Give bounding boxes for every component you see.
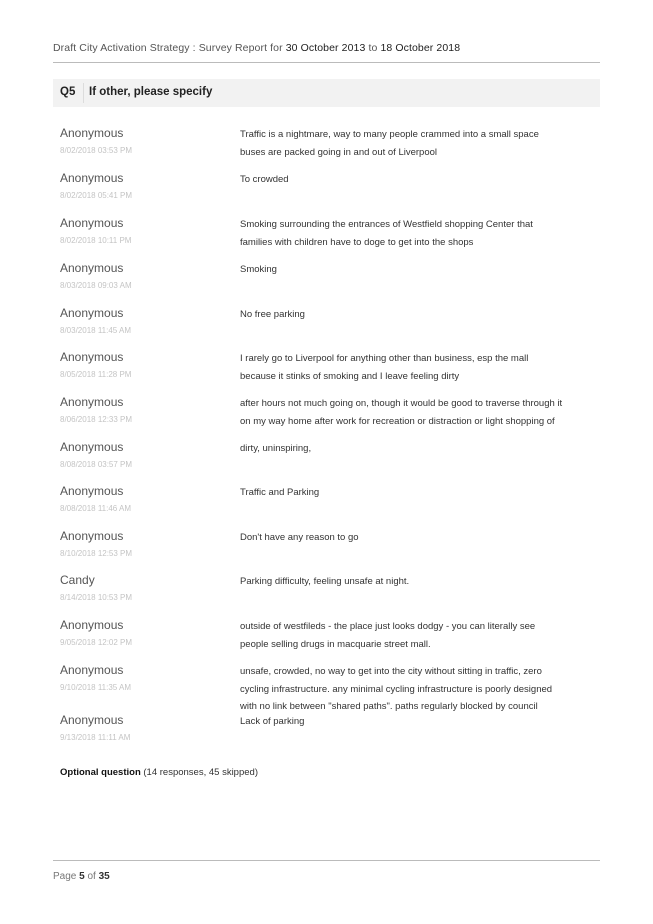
response-text <box>240 171 600 189</box>
response-date: 8/14/2018 10:53 PM <box>60 593 133 602</box>
response-text-line: people selling drugs in macquarie street mall. <box>240 638 431 650</box>
response-date: 8/08/2018 03:57 PM <box>60 460 133 469</box>
response-text-line: Don't have any reason to go <box>240 532 359 543</box>
respondent-name: Anonymous <box>60 171 124 185</box>
response-text-line: with no link between "shared paths". paths regularly blocked by council <box>240 701 538 712</box>
response-text-line: No free parking <box>240 309 305 320</box>
response-text-line: buses are packed going in and out of Liverpool <box>240 146 437 158</box>
response-text <box>240 350 600 385</box>
response-text <box>240 484 600 502</box>
response-text-line: Traffic is a nightmare, way to many people crammed into a small space <box>240 129 539 140</box>
question-separator <box>83 83 84 103</box>
respondent-name: Anonymous <box>60 529 124 543</box>
question-bar <box>53 79 600 107</box>
response-date: 8/06/2018 12:33 PM <box>60 415 133 424</box>
response-count: (14 responses, 45 skipped) <box>140 767 258 778</box>
response-date: 8/05/2018 11:28 PM <box>60 370 132 379</box>
respondent-name: Anonymous <box>60 306 124 320</box>
response-text <box>240 713 600 731</box>
response-text <box>240 216 600 251</box>
date-from: 30 October 2013 <box>285 42 366 54</box>
response-text-line: Smoking <box>240 264 277 275</box>
page-footer <box>53 871 110 882</box>
response-text-line: Smoking surrounding the entrances of Westfield shopping Center that <box>240 219 533 230</box>
respondent-name: Anonymous <box>60 126 124 140</box>
response-text <box>240 440 600 458</box>
response-text <box>240 573 600 591</box>
of-word: of <box>84 871 99 882</box>
page-word: Page <box>53 871 80 882</box>
respondent-name: Anonymous <box>60 395 124 409</box>
response-text-line: after hours not much going on, though it would be good to traverse through it <box>240 398 563 409</box>
response-date: 8/03/2018 11:45 AM <box>60 326 132 335</box>
response-date: 9/13/2018 11:11 AM <box>60 733 131 742</box>
to-word: to <box>365 42 381 54</box>
response-text <box>240 126 600 161</box>
total-pages: 35 <box>98 871 110 882</box>
response-text-line: cycling infrastructure. any minimal cycling infrastructure is poorly designed <box>240 683 553 695</box>
response-date: 8/02/2018 03:53 PM <box>60 146 133 155</box>
response-text-line: families with children have to doge to get into the shops <box>240 236 474 248</box>
response-text <box>240 261 600 279</box>
optional-question-label: Optional question <box>60 767 141 778</box>
response-text-line: I rarely go to Liverpool for anything other than business, esp the mall <box>240 353 529 364</box>
response-text-line: because it stinks of smoking and I leave feeling dirty <box>240 370 460 382</box>
response-date: 8/10/2018 12:53 PM <box>60 549 133 558</box>
response-date: 8/02/2018 05:41 PM <box>60 191 133 200</box>
optional-question-note <box>60 767 258 778</box>
response-date: 9/10/2018 11:35 AM <box>60 683 132 692</box>
response-text-line: Parking difficulty, feeling unsafe at night. <box>240 576 410 587</box>
respondent-name: Anonymous <box>60 618 124 632</box>
response-text <box>240 618 600 653</box>
response-date: 9/05/2018 12:02 PM <box>60 638 133 647</box>
page-header <box>53 42 460 54</box>
title-separator: : <box>189 42 199 54</box>
respondent-name: Anonymous <box>60 663 124 677</box>
response-text-line: To crowded <box>240 174 289 185</box>
response-text-line: dirty, uninspiring, <box>240 443 312 454</box>
response-text-line: unsafe, crowded, no way to get into the city without sitting in traffic, zero <box>240 666 542 677</box>
response-text <box>240 395 600 430</box>
doc-title: Draft City Activation Strategy <box>53 42 190 54</box>
date-to: 18 October 2018 <box>380 42 461 54</box>
response-text <box>240 663 600 716</box>
report-label: Survey Report for <box>198 42 286 54</box>
page-number: 5 <box>79 871 85 882</box>
response-text-line: outside of westfileds - the place just looks dodgy - you can literally see <box>240 621 536 632</box>
response-date: 8/02/2018 10:11 PM <box>60 236 132 245</box>
question-title: If other, please specify <box>89 86 213 98</box>
response-date: 8/08/2018 11:46 AM <box>60 504 132 513</box>
respondent-name: Anonymous <box>60 713 124 727</box>
response-text <box>240 306 600 324</box>
response-date: 8/03/2018 09:03 AM <box>60 281 132 290</box>
respondent-name: Candy <box>60 573 95 587</box>
question-number: Q5 <box>60 86 76 98</box>
respondent-name: Anonymous <box>60 350 124 364</box>
header-divider <box>53 62 600 63</box>
response-text <box>240 529 600 547</box>
respondent-name: Anonymous <box>60 484 124 498</box>
respondent-name: Anonymous <box>60 261 124 275</box>
response-text-line: Lack of parking <box>240 716 305 727</box>
response-text-line: Traffic and Parking <box>240 487 320 498</box>
respondent-name: Anonymous <box>60 440 124 454</box>
respondent-name: Anonymous <box>60 216 124 230</box>
footer-divider <box>53 860 600 861</box>
response-text-line: on my way home after work for recreation or distraction or light shopping of <box>240 415 555 427</box>
